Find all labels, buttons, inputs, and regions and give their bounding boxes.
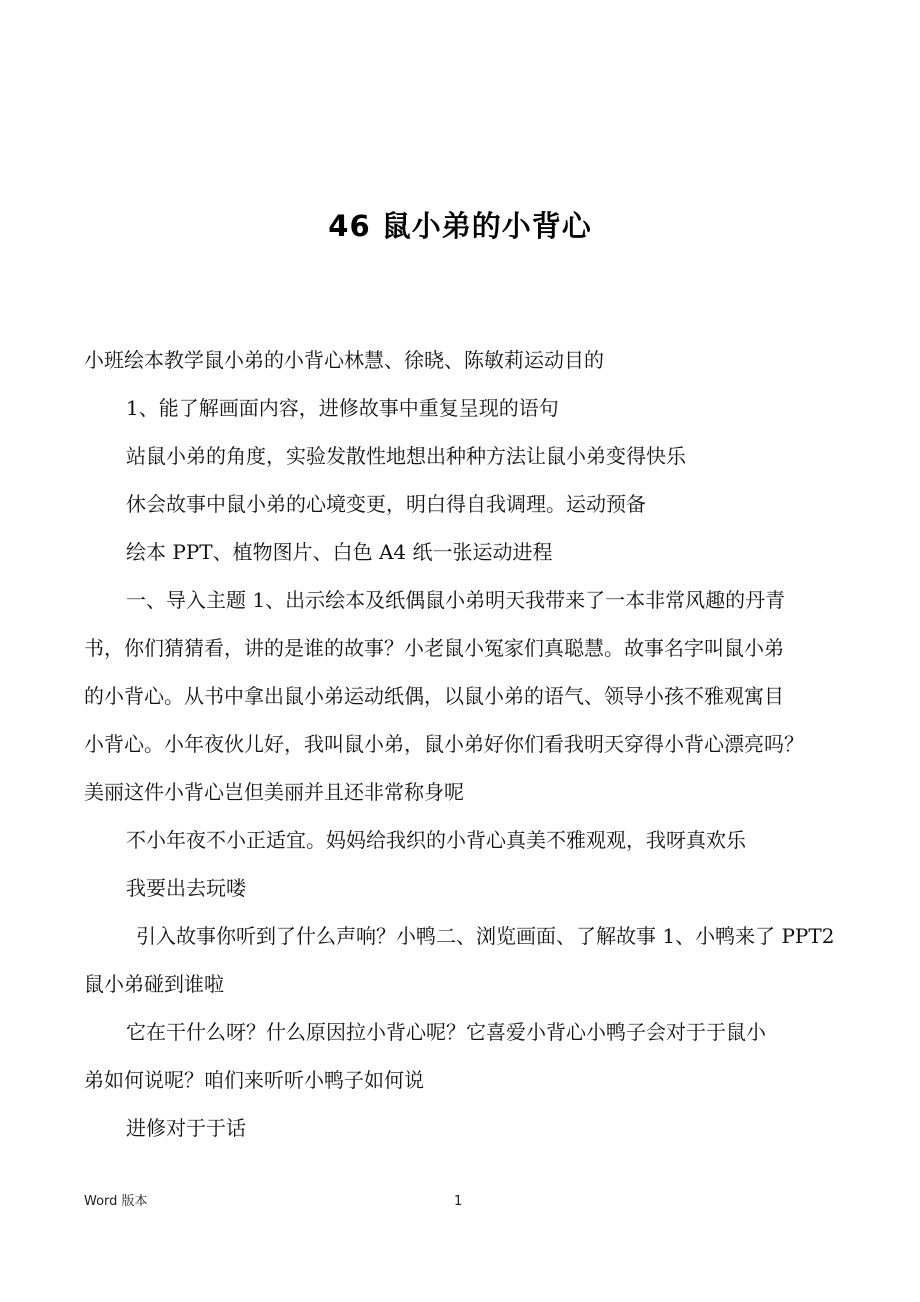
document-body — [84, 336, 840, 1152]
paragraph-line: 的小背心。从书中拿出鼠小弟运动纸偶，以鼠小弟的语气、领导小孩不雅观寓目 — [84, 684, 784, 708]
paragraph-line: 它在干什么呀？什么原因拉小背心呢？它喜爱小背心小鸭子会对于于鼠小 — [126, 1020, 766, 1044]
paragraph-line: 引入故事你听到了什么声响？小鸭二、浏览画面、了解故事 1、小鸭来了 PPT2 — [136, 924, 835, 948]
paragraph-line: 鼠小弟碰到谁啦 — [84, 972, 224, 996]
paragraph-line: 休会故事中鼠小弟的心境变更，明白得自我调理。运动预备 — [126, 492, 646, 516]
paragraph-line: 不小年夜不小正适宜。妈妈给我织的小背心真美不雅观观，我呀真欢乐 — [126, 828, 746, 852]
paragraph-line: 小背心。小年夜伙儿好，我叫鼠小弟，鼠小弟好你们看我明天穿得小背心漂亮吗？ — [84, 732, 804, 756]
paragraph-line: 进修对于于话 — [126, 1116, 246, 1140]
paragraph-line: 美丽这件小背心岂但美丽并且还非常称身呢 — [84, 780, 464, 804]
paragraph-line: 小班绘本教学鼠小弟的小背心林慧、徐晓、陈敏莉运动目的 — [84, 348, 604, 372]
paragraph-line: 站鼠小弟的角度，实验发散性地想出种种方法让鼠小弟变得快乐 — [126, 444, 686, 468]
footer-version-label: Word 版本 — [84, 1194, 148, 1209]
document-title: 46 鼠小弟的小背心 — [328, 209, 592, 243]
paragraph-line: 我要出去玩喽 — [126, 876, 246, 900]
paragraph-line: 一、导入主题 1、出示绘本及纸偶鼠小弟明天我带来了一本非常风趣的丹青 — [126, 588, 786, 612]
paragraph-line: 书，你们猜猜看，讲的是谁的故事？小老鼠小冤家们真聪慧。故事名字叫鼠小弟 — [84, 636, 784, 660]
paragraph-line: 1、能了解画面内容，进修故事中重复呈现的语句 — [126, 396, 559, 420]
paragraph-line: 弟如何说呢？咱们来听听小鸭子如何说 — [84, 1068, 424, 1092]
paragraph-line: 绘本 PPT、植物图片、白色 A4 纸一张运动进程 — [126, 540, 553, 564]
footer-page-number: 1 — [454, 1194, 463, 1209]
